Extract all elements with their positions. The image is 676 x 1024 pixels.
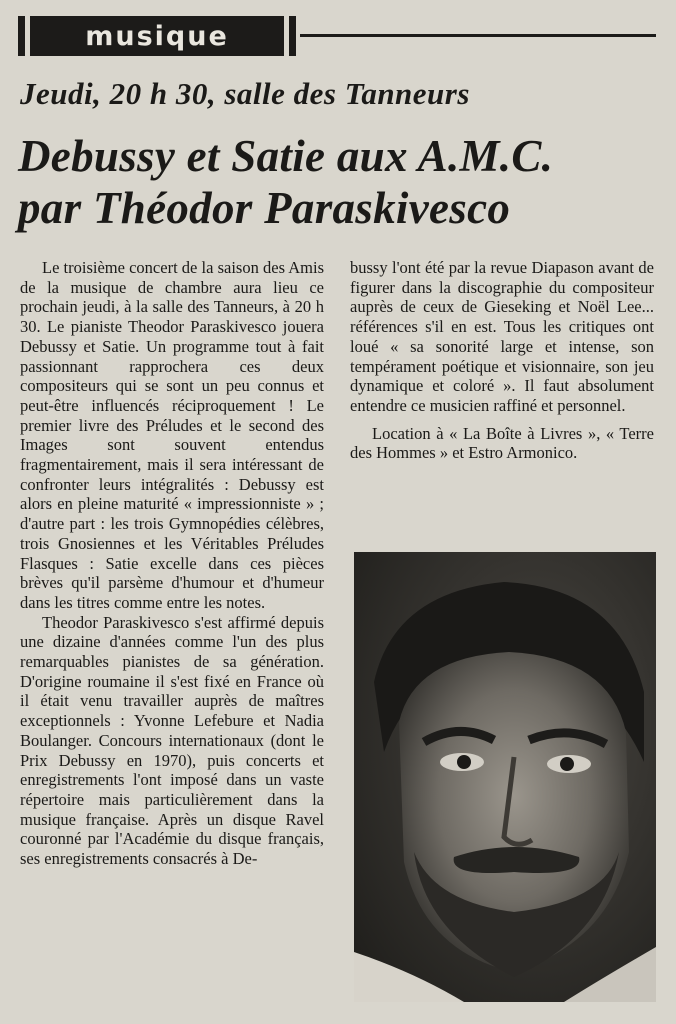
portrait-image bbox=[354, 552, 656, 1002]
banner-notch-left bbox=[25, 16, 30, 56]
body-paragraph: bussy l'ont été par la revue Diapason avant de figurer dans la discographie du compositeur auprès de ceux de Gieseking et Noël Lee... références s'il en est. Tous les critiques ont loué « sa sonorité large et intense, son tempérament poétique et visionnaire, son jeu dynamique et coloré ». Il faut absolument entendre ce musicien raffiné et personnel. bbox=[350, 258, 654, 415]
article-kicker: Jeudi, 20 h 30, salle des Tanneurs bbox=[20, 76, 470, 111]
pianist-portrait-photo bbox=[354, 552, 656, 1002]
article-column-right bbox=[350, 258, 654, 463]
body-paragraph: Le troisième concert de la saison des Amis de la musique de chambre aura lieu ce prochain jeudi, à la salle des Tanneurs, à 20 h 30. Le pianiste Theodor Paraskivesco jouera Debussy et Satie. Un programme tout à fait passionnant rapprochera ces deux compositeurs qui se sont un peu connus et peut-être influencés réciproquement ! Le premier livre des Préludes et le second des Images sont souvent entendus fragmentairement, mais il sera intéressant de confronter leurs intégralités : Debussy est alors en pleine maturité « impressionniste » ; d'autre part : les trois Gymnopédies célèbres, trois Gnosiennes et les Véritables Préludes Flasques : Satie excelle dans ces pièces brèves qu'il parsème d'humour et d'humeur dans les titres comme entre les notes. bbox=[20, 258, 324, 612]
banner-notch-right bbox=[284, 16, 289, 56]
headline-line-2: par Théodor Paraskivesco bbox=[18, 183, 511, 233]
body-paragraph: Theodor Paraskivesco s'est affirmé depuis une dizaine d'années comme l'un des plus remarquables pianistes de sa génération. D'origine roumaine il s'est fixé en France où il était venu travailler auprès de maîtres exceptionnels : Yvonne Lefebure et Nadia Boulanger. Concours internationaux (dont le Prix Debussy en 1970), puis concerts et enregistrements l'ont imposé dans un vaste répertoire mais particulièrement dans la musique française. Après un disque Ravel couronné par l'Académie du disque français, ses enregistrements consacrés à De- bbox=[20, 612, 324, 869]
section-banner bbox=[18, 16, 296, 56]
headline-line-1: Debussy et Satie aux A.M.C. bbox=[18, 131, 554, 181]
ticket-location-paragraph: Location à « La Boîte à Livres », « Terre des Hommes » et Estro Armonico. bbox=[350, 423, 654, 463]
article-column-left bbox=[20, 258, 324, 869]
section-label: musique bbox=[85, 20, 229, 52]
article-headline bbox=[18, 130, 668, 234]
section-rule bbox=[300, 34, 656, 37]
